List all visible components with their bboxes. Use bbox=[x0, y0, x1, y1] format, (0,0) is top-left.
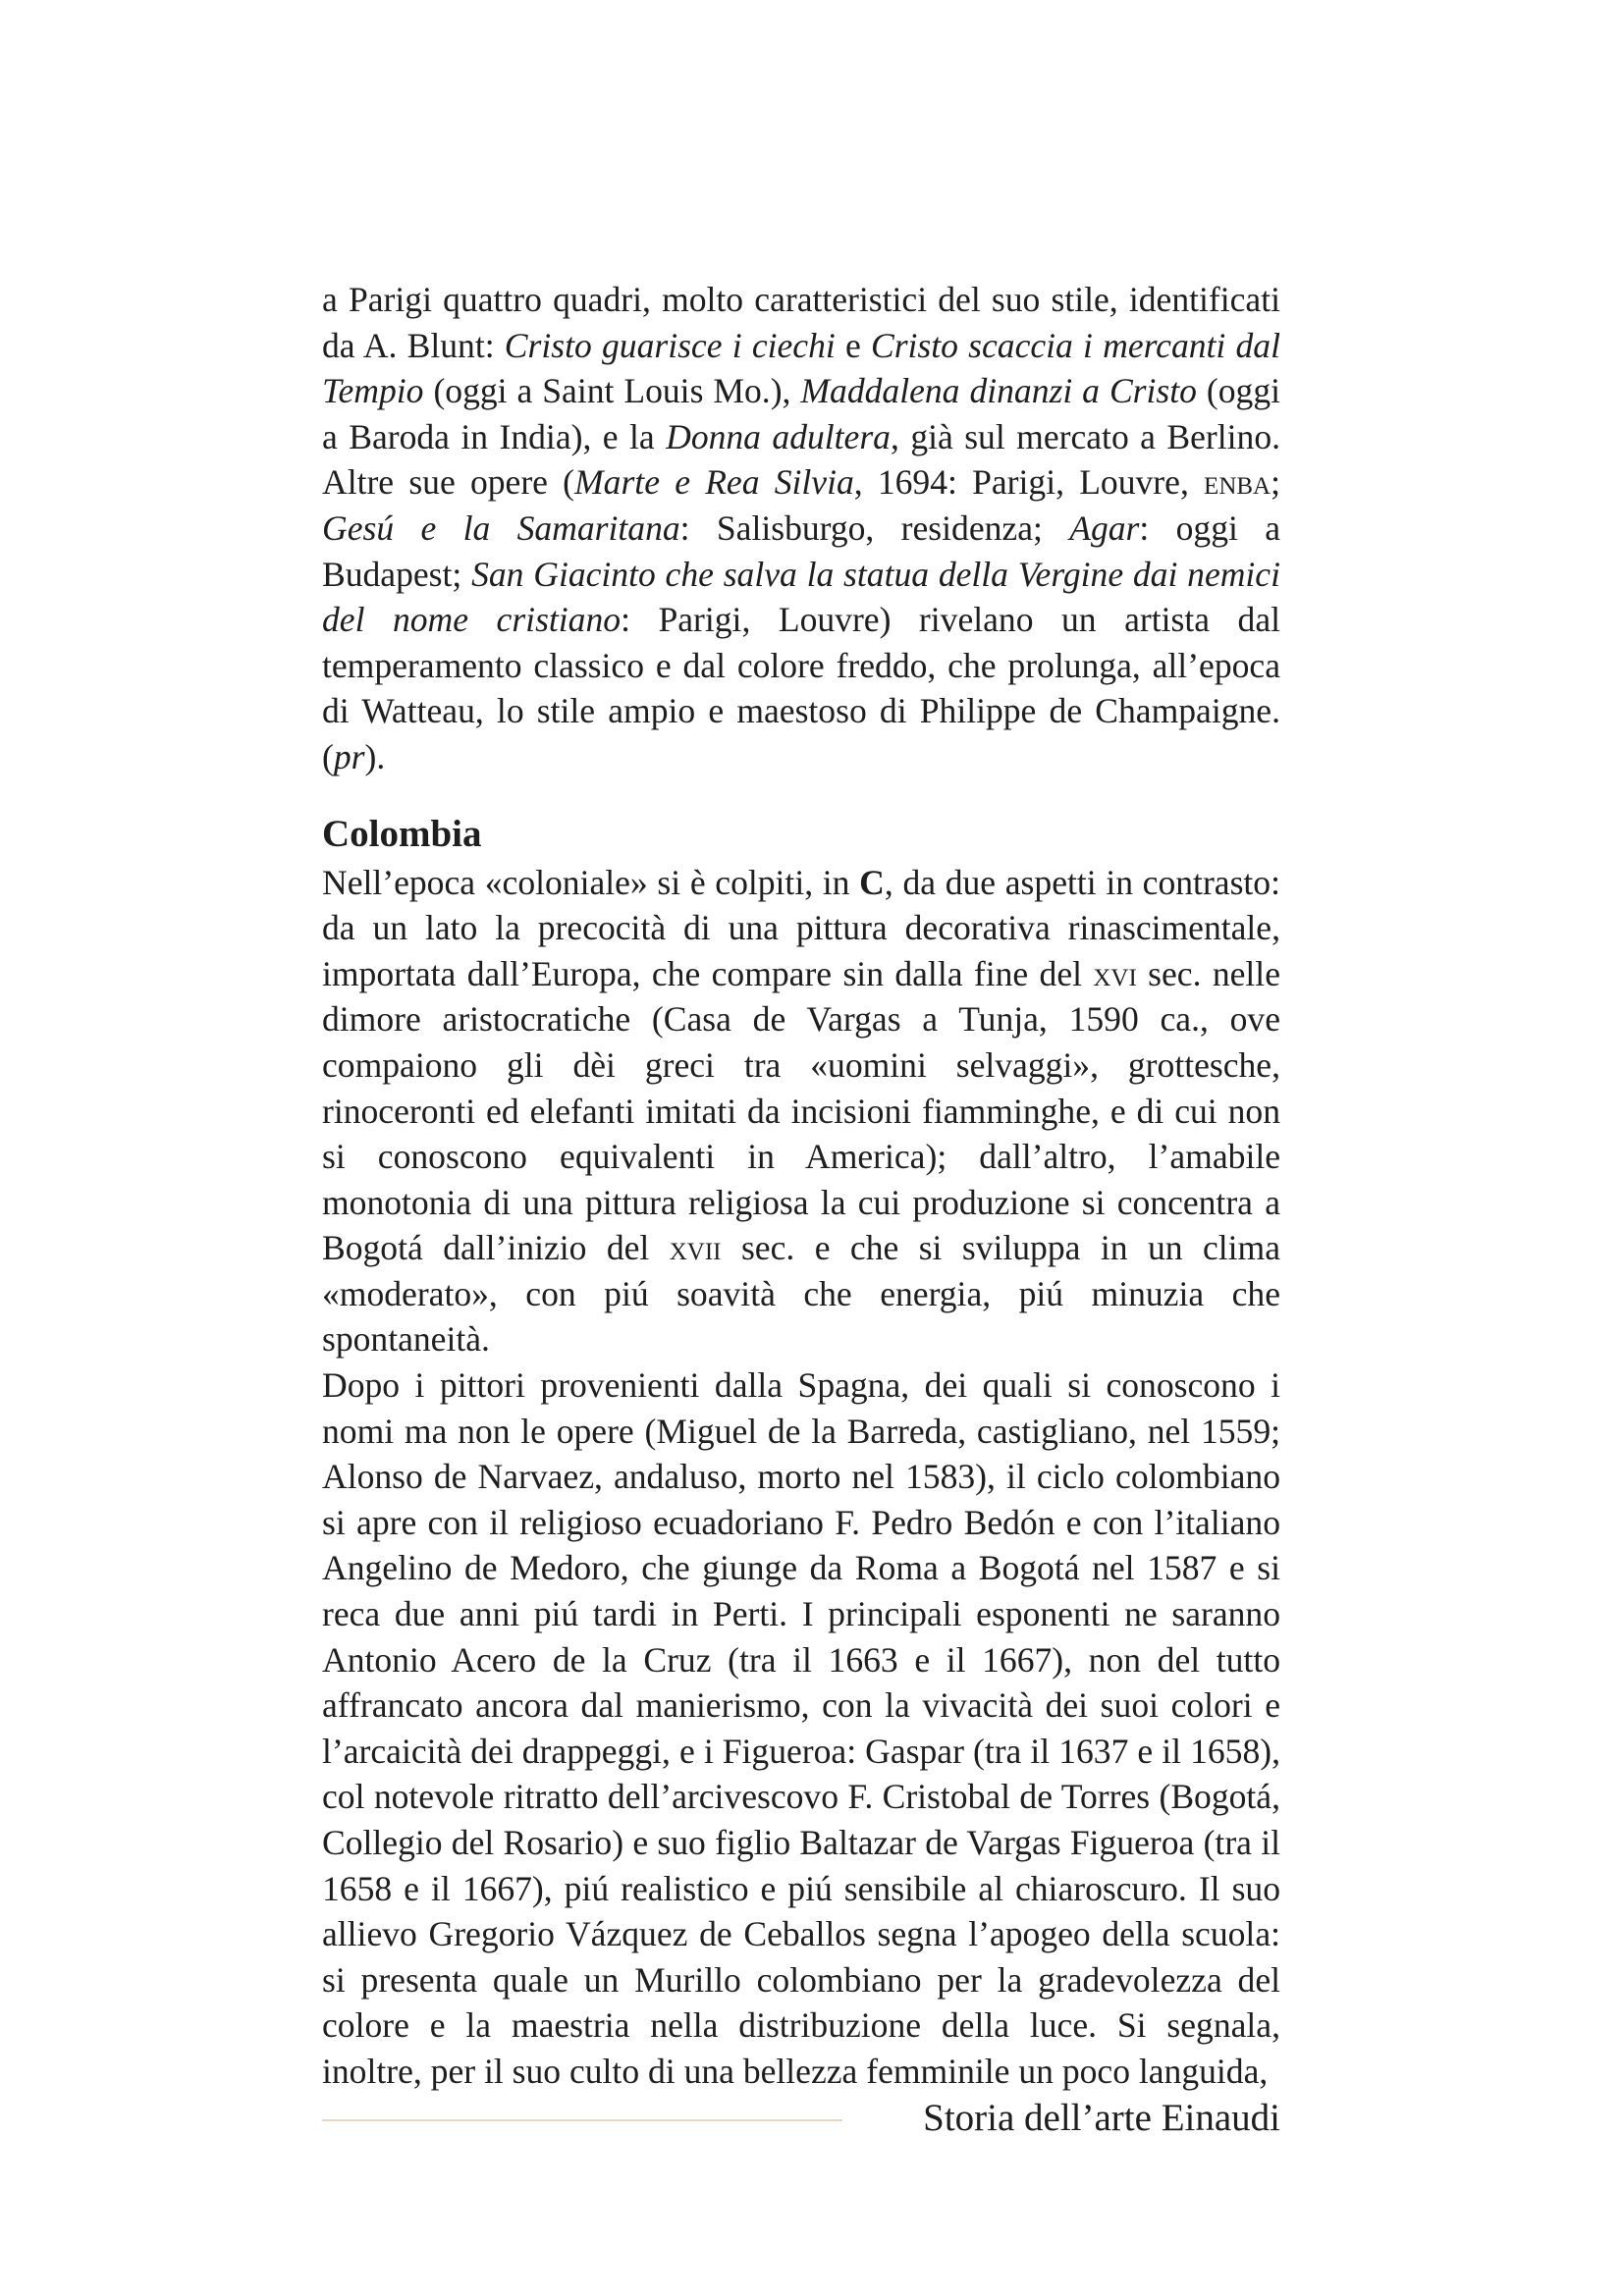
bold-term: C bbox=[859, 862, 885, 902]
small-caps-term: enba bbox=[1204, 462, 1271, 503]
italic-title: San Giacinto che salva la statua della Vergine dai nemici del nome cristiano bbox=[322, 554, 1280, 640]
footer-rule bbox=[322, 2119, 842, 2121]
small-caps-term: xvii bbox=[669, 1228, 722, 1268]
paragraph-1: a Parigi quattro quadri, molto caratteristici del suo stile, identificati da A. Blunt: Cristo guarisce i ciechi e Cristo scaccia i mercanti dal Tempio (oggi a Saint Louis Mo.), Maddalena dinanzi a Cristo (oggi a Baroda in India), e la Donna adultera, già sul mercato a Berlino. Altre sue opere (Marte e Rea Silvia, 1694: Parigi, Louvre, enba; Gesú e la Samaritana: Salisburgo, residenza; Agar: oggi a Budapest; San Giacinto che salva la statua della Vergine dai nemici del nome cristiano: Parigi, Louvre) rivelano un artista dal temperamento classico e dal colore freddo, che prolunga, all’epoca di Watteau, lo stile ampio e maestoso di Philippe de Champaigne. (pr). bbox=[322, 280, 1281, 776]
paragraph-2: Nell’epoca «coloniale» si è colpiti, in C, da due aspetti in contrasto: da un lato la precocità di una pittura decorativa rinascimentale, importata dall’Europa, che compare sin dalla fine del xvi sec. nelle dimore aristocratiche (Casa de Vargas a Tunja, 1590 ca., ove compaiono gli dèi greci tra «uomini selvaggi», grottesche, rinoceronti ed elefanti imitati da incisioni fiamminghe, e di cui non si conoscono equivalenti in America); dall’altro, l’amabile monotonia di una pittura religiosa la cui produzione si concentra a Bogotá dall’inizio del xvii sec. e che si sviluppa in un clima «moderato», con piú soavità che energia, piú minuzia che spontaneità. bbox=[322, 862, 1280, 1360]
page-footer bbox=[322, 2094, 1280, 2143]
italic-title: Donna adultera bbox=[666, 416, 891, 456]
italic-title: Marte e Rea Silvia bbox=[574, 462, 854, 503]
footer-publisher: Storia dell’arte Einaudi bbox=[923, 2097, 1280, 2139]
paragraph-3: Dopo i pittori provenienti dalla Spagna, dei quali si conoscono i nomi ma non le opere (Miguel de la Barreda, castigliano, nel 1559; Alonso de Narvaez, andaluso, morto nel 1583), il ciclo colombiano si apre con il religioso ecuadoriano F. Pedro Bedón e con l’italiano Angelino de Medoro, che giunge da Roma a Bogotá nel 1587 e si reca due anni piú tardi in Perti. I principali esponenti ne saranno Antonio Acero de la Cruz (tra il 1663 e il 1667), non del tutto affrancato ancora dal manierismo, con la vivacità dei suoi colori e l’arcaicità dei drappeggi, e i Figueroa: Gaspar (tra il 1637 e il 1658), col notevole ritratto dell’arcivescovo F. Cristobal de Torres (Bogotá, Collegio del Rosario) e suo figlio Baltazar de Vargas Figueroa (tra il 1658 e il 1667), piú realistico e piú sensibile al chiaroscuro. Il suo allievo Gregorio Vázquez de Ceballos segna l’apogeo della scuola: si presenta quale un Murillo colombiano per la gradevolezza del colore e la maestria nella distribuzione della luce. Si segnala, inoltre, per il suo culto di una bellezza femminile un poco languida, bbox=[322, 1365, 1280, 2091]
page-text-column bbox=[322, 277, 1280, 2095]
italic-title: Maddalena dinanzi a Cristo bbox=[800, 371, 1197, 411]
italic-title: Cristo guarisce i ciechi bbox=[504, 325, 836, 365]
small-caps-term: xvi bbox=[1093, 953, 1137, 993]
italic-title: pr bbox=[333, 736, 365, 776]
italic-title: Cristo scaccia i mercanti dal Tempio bbox=[322, 325, 1280, 411]
italic-title: Gesú e la Samaritana bbox=[322, 507, 680, 548]
italic-title: Agar bbox=[1069, 507, 1140, 548]
section-heading: Colombia bbox=[322, 812, 482, 855]
